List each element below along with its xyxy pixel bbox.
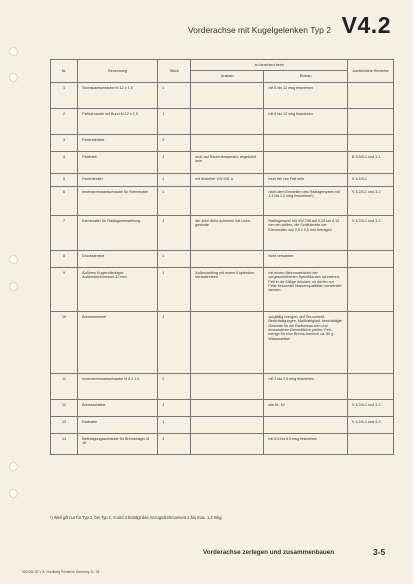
cell-qty: 1: [158, 108, 191, 134]
cell-nr: 1: [51, 82, 78, 108]
cell-notes: V 4.2/4-1 und 4-3: [348, 416, 394, 433]
cell-remove: [191, 311, 264, 373]
table-row: [51, 250, 394, 267]
cell-notes: V 4.2/3-1 und 3-2: [348, 186, 394, 215]
footer-title: Vorderachse zerlegen und zusammenbauen: [203, 549, 335, 556]
cell-remove: muß auf Raum-temperatur abgekühlt sein: [191, 151, 264, 173]
table-row: [51, 267, 394, 311]
cell-qty: 1: [158, 82, 191, 108]
cell-install: mit 2 bis 2,5 mkg festziehen: [264, 373, 348, 399]
punch-hole: [9, 462, 18, 471]
header-group: zu beachten beim: [191, 60, 348, 71]
cell-qty: 4: [158, 433, 191, 454]
cell-remove: [191, 433, 264, 454]
cell-notes: [348, 108, 394, 134]
cell-nr: 11: [51, 373, 78, 399]
table-row: [51, 186, 394, 215]
parts-table: [50, 59, 394, 455]
cell-notes: [348, 311, 394, 373]
cell-qty: 1: [158, 186, 191, 215]
table-row: [51, 82, 394, 108]
cell-notes: V 4.2/4-1 und 4-2: [348, 399, 394, 416]
cell-name: Bremsscheibe: [78, 399, 158, 416]
punch-hole: [9, 73, 18, 82]
header-remove: Ausbau: [191, 71, 264, 82]
table-row: [51, 134, 394, 151]
cell-nr: 13: [51, 416, 78, 433]
cell-notes: [348, 82, 394, 108]
printer-line: 000.000.00 V A. Nordberg Printed in Germany 11. 78: [22, 570, 100, 574]
cell-install: mit einem Metronwebklebt der vorgeschriebenen Spezifika-tion schmieren; Fett in die Käfige drücken; es dürfen nur Fette bekannter Markenqualitäten verwendet werden: [264, 267, 348, 311]
cell-install: [264, 416, 348, 433]
footnote: ¹) Weil gilt nur für Typ 2, bei Typ 1, 3 und 4 beträgt das Anzugsdrehmoment 1 bis max. 1,3 mkg: [50, 515, 222, 520]
cell-notes: [348, 250, 394, 267]
cell-nr: 4: [51, 151, 78, 173]
cell-name: Sechskantschraube M 12 x 1,5: [78, 82, 158, 108]
cell-remove: [191, 108, 264, 134]
cell-install: muß frei von Fett sein: [264, 173, 348, 186]
punch-hole: [9, 282, 18, 291]
cell-name: Druckscheibe: [78, 250, 158, 267]
cell-install: [264, 151, 348, 173]
cell-install: Radlagerspiel mit VW 768 auf 0,03 bis 0,12 mm ein-stellen, die Schlitzbreite der Klemmutter soll 0,5 x 0,5 mm betragen: [264, 215, 348, 250]
cell-qty: 1: [158, 215, 191, 250]
cell-remove: [191, 250, 264, 267]
cell-nr: 8: [51, 250, 78, 267]
cell-name: Paßschraube mit Bund M 12 x 1,5: [78, 108, 158, 134]
cell-name: Federdeckel: [78, 173, 158, 186]
cell-qty: 1: [158, 416, 191, 433]
cell-nr: 12: [51, 399, 78, 416]
cell-install: nicht verkanten: [264, 250, 348, 267]
cell-name: Bremstrommel: [78, 311, 158, 373]
cell-remove: [191, 373, 264, 399]
cell-nr: 5: [51, 173, 78, 186]
table-row: [51, 311, 394, 373]
table-row: [51, 373, 394, 399]
table-row: [51, 151, 394, 173]
cell-remove: [191, 82, 264, 108]
cell-qty: 1: [158, 151, 191, 173]
cell-qty: 1: [158, 399, 191, 416]
cell-install: [264, 134, 348, 151]
header-name: Benennung: [78, 60, 158, 83]
cell-install: sorgfältig reinigen; auf Ver-schleiß, Beschädigungen, Maßhaltigkeit, beschädigte Gewinde für die Radschrau-ben und einwandfreie Bremsfläche prüfen; Fett-menge für eine Brems-trommel ca. 80 g Wärmeartikel: [264, 311, 348, 373]
page-title: Vorderachse mit Kugelgelenken Typ 2: [187, 25, 331, 35]
cell-notes: [348, 134, 394, 151]
cell-name: Federteil: [78, 151, 158, 173]
cell-qty: 1: [158, 173, 191, 186]
cell-notes: [348, 267, 394, 311]
section-code: V4.2: [341, 12, 391, 38]
cell-nr: 2: [51, 108, 78, 134]
table-row: [51, 215, 394, 250]
page-number: 3-5: [373, 547, 386, 557]
table-row: [51, 416, 394, 433]
cell-install: nach dem Einstellen des Radlagerspiels mit 1,3 bis 2,0 mkg festziehen¹): [264, 186, 348, 215]
cell-name: Befestigungsschraube für Bremsträger M 10: [78, 433, 158, 454]
header-install: Einbau: [264, 71, 348, 82]
punch-hole: [9, 489, 18, 498]
table-row: [51, 433, 394, 454]
cell-qty: 1: [158, 311, 191, 373]
cell-notes: [348, 373, 394, 399]
cell-nr: 7: [51, 215, 78, 250]
cell-name: Innensechskantschraube für Klemmutter: [78, 186, 158, 215]
header-nr: Nr.: [51, 60, 78, 83]
cell-remove: [191, 416, 264, 433]
cell-remove: mit Abzieher VW 631 a: [191, 173, 264, 186]
table-row: [51, 108, 394, 134]
cell-name: Klemmutter für Radlagereinstellung: [78, 215, 158, 250]
cell-nr: 10: [51, 311, 78, 373]
cell-qty: 2: [158, 373, 191, 399]
cell-notes: V 4.2/3-1: [348, 173, 394, 186]
cell-remove: der linke Achs-schenkel hat Links-gewinde: [191, 215, 264, 250]
cell-nr: 14: [51, 433, 78, 454]
cell-qty: 1: [158, 250, 191, 267]
cell-qty: 2: [158, 134, 191, 151]
cell-install: mit 6 bis 12 mkg festziehen: [264, 108, 348, 134]
cell-nr: 3: [51, 134, 78, 151]
table-row: [51, 173, 394, 186]
header-qty: Stück: [158, 60, 191, 83]
cell-install: mit 5,5 bis 6,5 mkg festziehen: [264, 433, 348, 454]
cell-install: mit 6 bis 12 mkg festziehen: [264, 82, 348, 108]
cell-remove: [191, 134, 264, 151]
header-notes: Ausführliche Hinweise: [348, 60, 394, 83]
cell-notes: [348, 433, 394, 454]
cell-qty: 1: [158, 267, 191, 311]
cell-remove: [191, 399, 264, 416]
cell-install: wie Nr. 10: [264, 399, 348, 416]
cell-nr: 9: [51, 267, 78, 311]
cell-remove: Außenlaufring mit einem Kupferdorn heraustreiben: [191, 267, 264, 311]
table-row: [51, 399, 394, 416]
cell-notes: V 4.2/3-1 und 3-2: [348, 215, 394, 250]
cell-notes: B 3.5/5-1 und 3-1: [348, 151, 394, 173]
cell-nr: 6: [51, 186, 78, 215]
cell-name: Federscheibe: [78, 134, 158, 151]
punch-hole: [9, 255, 18, 264]
cell-remove: [191, 186, 264, 215]
cell-name: Radnabe: [78, 416, 158, 433]
punch-hole: [9, 47, 18, 56]
cell-name: Äußeres Kugelrollenlager Außendurchmesser 42 mm: [78, 267, 158, 311]
cell-name: Innensechskantschraube M 8 x 1,5: [78, 373, 158, 399]
